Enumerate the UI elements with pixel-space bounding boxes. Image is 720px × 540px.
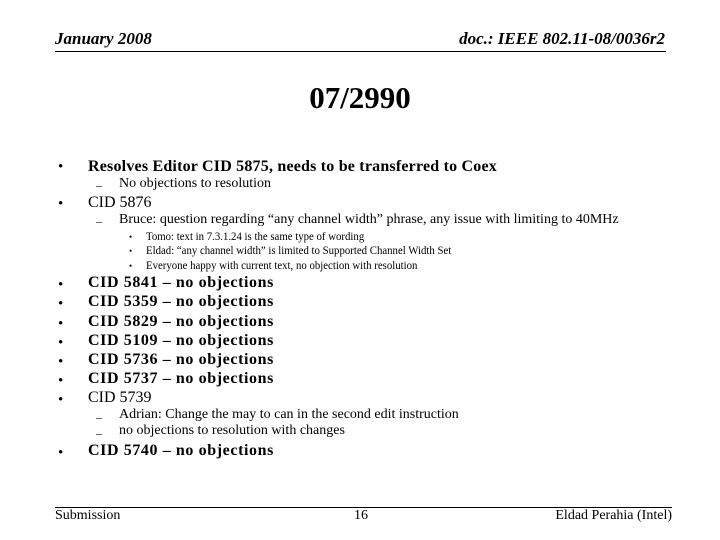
footer-submission: Submission [55, 508, 121, 523]
bullet-text: CID 5737 – no objections [88, 370, 274, 387]
footer-author: Eldad Perahia (Intel) [555, 508, 672, 523]
bullet-marker: • [58, 392, 64, 408]
bullet-text: CID 5739 [88, 389, 152, 406]
bullet-text: CID 5359 – no objections [88, 293, 274, 310]
bullet-text: CID 5736 – no objections [88, 351, 274, 368]
dash-marker: – [96, 178, 102, 192]
dash-marker: – [96, 426, 102, 440]
header-doc-id: doc.: IEEE 802.11-08/0036r2 [459, 29, 665, 48]
sub-bullet-text: No objections to resolution [119, 176, 272, 191]
sub-sub-bullet-marker: • [129, 232, 133, 242]
bullet-text: CID 5841 – no objections [88, 274, 274, 291]
sub-sub-bullet-marker: • [129, 261, 133, 271]
bullet-text: CID 5876 [88, 194, 152, 211]
dash-marker: – [96, 214, 102, 228]
sub-sub-bullet-text: Tomo: text in 7.3.1.24 is the same type of wording [146, 229, 365, 243]
sub-bullet-text: Bruce: question regarding “any channel width” phrase, any issue with limiting to 40MHz [119, 212, 619, 227]
bullet-marker: • [58, 354, 64, 370]
sub-bullet-text: no objections to resolution with changes [119, 423, 345, 438]
bullet-marker: • [58, 316, 64, 332]
sub-sub-bullet-text: Eldad: “any channel width” is limited to Supported Channel Width Set [146, 243, 452, 257]
bullet-marker: • [58, 445, 64, 461]
bullet-marker: • [58, 196, 64, 212]
bullet-marker: • [58, 277, 64, 293]
bullet-text: CID 5109 – no objections [88, 332, 274, 349]
slide-title: 07/2990 [309, 80, 411, 115]
bullet-marker: • [58, 296, 64, 312]
header-date: January 2008 [55, 29, 152, 48]
header-rule [55, 51, 666, 52]
dash-marker: – [96, 410, 102, 424]
bullet-text: CID 5829 – no objections [88, 313, 274, 330]
sub-sub-bullet-marker: • [129, 246, 133, 256]
bullet-text: CID 5740 – no objections [88, 442, 274, 459]
bullet-marker: • [58, 373, 64, 389]
sub-bullet-text: Adrian: Change the may to can in the second edit instruction [119, 407, 459, 422]
bullet-marker: • [58, 335, 64, 351]
bullet-text: Resolves Editor CID 5875, needs to be transferred to Coex [88, 158, 497, 175]
bullet-marker: • [58, 159, 64, 175]
sub-sub-bullet-text: Everyone happy with current text, no objection with resolution [146, 258, 418, 272]
footer-page-number: 16 [354, 508, 368, 523]
